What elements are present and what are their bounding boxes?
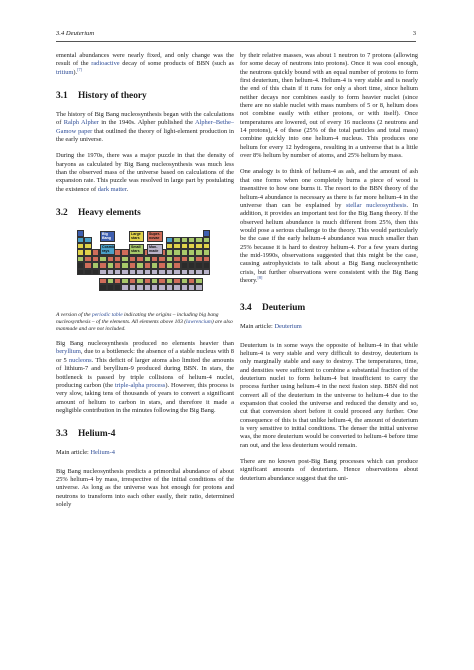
main-article-helium — [56, 449, 234, 457]
section-title: Helium-4 — [78, 429, 116, 440]
element-cell — [203, 269, 210, 275]
element-cell — [114, 284, 121, 290]
element-cell — [181, 284, 188, 290]
element-cell — [77, 269, 84, 275]
running-section-title: 3.4 Deuterium — [56, 30, 95, 37]
element-cell — [144, 269, 151, 275]
legend-cosmic-rays: Cosmic rays — [100, 244, 115, 255]
text-run: Main article: — [56, 449, 91, 457]
hyperlink[interactable]: radioactive — [91, 60, 120, 68]
hyperlink[interactable]: lawrencium — [186, 319, 212, 326]
hyperlink[interactable]: tritium — [56, 68, 74, 76]
header-rule — [56, 41, 416, 42]
element-cell — [121, 284, 128, 290]
section-number: 3.3 — [56, 429, 68, 440]
hyperlink[interactable]: stellar nucleosynthesis — [345, 201, 407, 209]
section-number: 3.2 — [56, 208, 68, 219]
text-run: Deuterium is in some ways the opposite of helium-4 in that while helium-4 is very stable and very difficult to destroy, deuterium is only marginally stable and easy to destroy. The temperatures, time, and densities were sufficient to combine a substantial fraction of the deuterium nuclei to form helium-4 but insufficient to carry the process further using helium-4 in the next fusion step. BBN did not convert all of the deuterium in the universe to helium-4 due to the expansion that cooled the universe and reduced the density and so, cut that conversion short before it could proceed any further. One consequence of this is that unlike helium-4, the amount of deuterium is very sensitive to initial conditions. The denser the initial universe was, the more deuterium would be converted to helium-4 before time ran out, and the less deuterium would remain. — [240, 341, 418, 449]
page-number: 3 — [412, 30, 416, 37]
text-run: by their relative masses, was about 1 neutron to 7 protons (allowing for some decay of neutrons into protons). Once it was cool enough, the neutrons quickly bound with an equal number of protons to form first deuterium, then helium-4. Helium-4 is very stable and is nearly the end of this chain if it runs for only a short time, since helium neither decays nor combines easily to form heavier nuclei (since there are no stable nuclei with mass numbers of 5 or 8, helium does not combine easily with either protons, or with itself). Once temperatures are lowered, out of every 16 nucleons (2 neutrons and 14 protons), 4 of these (25% of the total particles and total mass) combine quickly into one helium-4 nucleus. This produces one helium for every 12 hydrogens, resulting in a universe that is a little over 8% helium by number of atoms, and 25% helium by mass. — [240, 52, 418, 160]
element-cell — [114, 269, 121, 275]
right-column — [240, 52, 418, 483]
element-cell — [99, 269, 106, 275]
element-cell — [136, 269, 143, 275]
legend-small-stars: Small stars — [129, 244, 144, 255]
element-cell — [84, 269, 91, 275]
text-run: The history of Big Bang nucleosynthesis began with the calculations of — [56, 111, 234, 127]
element-cell — [151, 269, 158, 275]
text-run: . In addition, it provides an important test for the Big Bang theory. If the observed helium abundance is much different from 25%, then this would pose a serious challenge to the theory. This would particularly be the case if the early helium-4 abundance was much smaller than 25% because it is hard to destroy helium-4. For a few years during the mid-1990s, observations suggested that this might be the case, causing astrophysicists to talk about a Big Bang nucleosynthetic crisis, but further observations were consistent with the Big Bang theory. — [240, 201, 418, 284]
section-number: 3.4 — [240, 303, 252, 314]
text-run: A version of the — [56, 312, 92, 319]
section-heading-heavy-elements — [56, 208, 234, 219]
main-article-deuterium — [240, 323, 418, 331]
element-cell — [173, 284, 180, 290]
section-number: 3.1 — [56, 91, 68, 102]
citation-link[interactable]: [8] — [257, 274, 263, 280]
paragraph-heavy-elements — [56, 340, 234, 415]
element-cell — [188, 284, 195, 290]
section-heading-deuterium — [240, 303, 418, 314]
element-cell — [188, 269, 195, 275]
paragraph-gap — [240, 160, 418, 168]
text-run: ) are also manmade and are not included. — [56, 319, 233, 333]
text-run: Big Bang nucleosynthesis produced no elements heavier than — [56, 340, 234, 348]
text-run: emental abundances were nearly fixed, and only change was the result of the — [56, 52, 234, 68]
hyperlink[interactable]: triple-alpha process — [114, 381, 166, 389]
element-cell — [129, 269, 136, 275]
element-cell — [158, 269, 165, 275]
text-run: , due to a bottleneck: the absence of a stable nucleus with 8 or 5 — [56, 348, 234, 364]
legend-large-stars: Large stars — [129, 231, 144, 242]
element-cell — [151, 284, 158, 290]
hyperlink[interactable]: dark matter — [97, 185, 127, 193]
hyperlink[interactable]: periodic table — [91, 312, 123, 319]
paragraph-helium-ash-analogy — [240, 168, 418, 285]
element-cell — [173, 269, 180, 275]
element-cell — [129, 284, 136, 290]
running-header — [56, 30, 416, 40]
hyperlink[interactable]: Ralph Alpher — [63, 119, 99, 127]
hyperlink[interactable]: beryllium — [56, 348, 81, 356]
element-cell — [166, 284, 173, 290]
citation-link[interactable]: [7] — [77, 66, 83, 72]
element-cell — [136, 284, 143, 290]
paragraph-deuterium-observations — [240, 458, 418, 483]
figure-caption — [56, 312, 234, 333]
text-run: . This deficit of larger atoms also limited the amounts of lithium-7 and beryllium-9 produced during BBN. In stars, the bottleneck is passed by triple collisions of helium-4 nuclei, producing carbon (the — [56, 356, 235, 389]
text-run: indicating the origins – including big bang nucleosynthesis – of the elements. All elements above 103 ( — [56, 312, 219, 326]
legend-big-bang: Big Bang — [100, 231, 115, 242]
legend-man-made: Man-made — [147, 244, 163, 255]
section-title: Heavy elements — [78, 208, 141, 219]
section-title: History of theory — [78, 91, 147, 102]
element-cell — [195, 284, 202, 290]
text-run: that outlined the theory of light-element production in the early universe. — [56, 127, 234, 144]
paragraph-deuterium-stability — [240, 342, 418, 450]
text-run: There are no known post-Big Bang processes which can produce significant amounts of deuterium. Hence observations about deuterium abundance suggest that the uni- — [240, 458, 418, 482]
text-run: ). — [73, 68, 78, 76]
text-run: . — [126, 185, 129, 193]
text-run: ). However, this process is very slow, taking tens of thousands of years to convert a significant amount of helium to carbon in stars, and therefore it made a negligible contribution in the minutes following the Big Bang. — [56, 381, 235, 414]
element-cell — [99, 284, 106, 290]
section-heading-helium-4 — [56, 429, 234, 440]
paragraph-helium-ratio — [240, 52, 418, 160]
text-run: Big Bang nucleosynthesis predicts a primordial abundance of about 25% helium-4 by mass, irrespective of the initial conditions of the universe. As long as the universe was hot enough for protons and neutrons to transform into each other easily, their ratio, determined solely — [56, 467, 234, 508]
hyperlink[interactable]: Deuterium — [274, 323, 302, 331]
element-cell — [107, 269, 114, 275]
paragraph-history-alpher — [56, 111, 234, 144]
paragraph-history-1970s — [56, 152, 234, 194]
legend-supernovae: Super-novae — [147, 231, 163, 242]
text-run: During the 1970s, there was a major puzzle in that the density of baryons as calculated by Big Bang nucleosynthesis was much less than the observed mass of the universe based on calculations of the expansion rate. This puzzle was resolved in large part by postulating the existence of — [56, 152, 234, 193]
element-cell — [181, 269, 188, 275]
section-heading-history — [56, 91, 234, 102]
text-run: One analogy is to think of helium-4 as ash, and the amount of ash that one forms when one completely burns a piece of wood is insensitive to how one burns it. The resort to the BBN theory of the helium-4 abundance is necessary as there is far more helium-4 in the universe than can be explained by — [240, 168, 418, 209]
element-cell — [107, 284, 114, 290]
hyperlink[interactable]: Helium-4 — [90, 449, 115, 457]
element-cell — [166, 269, 173, 275]
paragraph-bbn-products — [56, 52, 234, 77]
left-column — [56, 52, 234, 509]
paragraph-gap — [56, 144, 234, 152]
text-run: in the 1940s. Alpher published the — [98, 119, 195, 127]
element-cell — [92, 269, 99, 275]
element-cell — [144, 284, 151, 290]
hyperlink[interactable]: Alpher–Bethe–Gamow paper — [56, 119, 234, 135]
text-run: Main article: — [240, 323, 275, 331]
paragraph-helium-abundance — [56, 468, 234, 510]
element-cell — [158, 284, 165, 290]
element-cell — [195, 269, 202, 275]
element-cell — [121, 269, 128, 275]
section-title: Deuterium — [262, 303, 306, 314]
periodic-table-figure[interactable] — [74, 228, 214, 306]
text-run: decay of some products of BBN (such as — [119, 60, 234, 68]
paragraph-gap — [240, 450, 418, 458]
hyperlink[interactable]: nucleons — [68, 356, 92, 364]
